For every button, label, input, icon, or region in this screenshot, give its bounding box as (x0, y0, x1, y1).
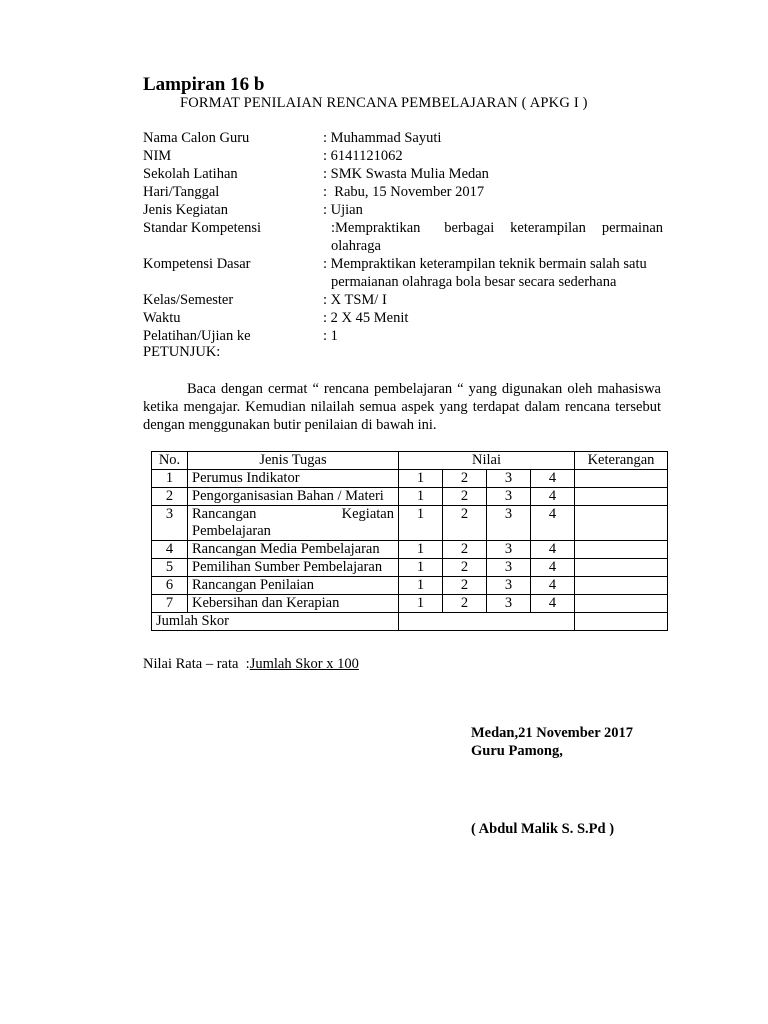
row-no: 2 (152, 488, 188, 506)
score-cell: 1 (399, 541, 443, 559)
info-row-hari (143, 183, 663, 201)
average-formula (143, 656, 359, 673)
row-no: 4 (152, 541, 188, 559)
info-row-nama (143, 129, 663, 147)
score-cell: 4 (531, 506, 575, 541)
score-cell: 1 (399, 559, 443, 577)
table-total-row (152, 613, 668, 631)
info-value: : SMK Swasta Mulia Medan (323, 166, 489, 182)
table-row (152, 506, 668, 541)
score-cell: 4 (531, 595, 575, 613)
formula-label: Nilai Rata – rata : (143, 656, 250, 672)
score-cell: 2 (443, 541, 487, 559)
info-label: Jenis Kegiatan (143, 202, 228, 218)
info-label: Sekolah Latihan (143, 166, 238, 182)
score-cell: 2 (443, 559, 487, 577)
signature-place-date: Medan,21 November 2017 (471, 725, 634, 741)
score-cell: 4 (531, 541, 575, 559)
header-nilai: Nilai (399, 452, 575, 470)
info-label: Waktu (143, 310, 181, 326)
keterangan-cell (575, 595, 668, 613)
keterangan-cell (575, 470, 668, 488)
row-task-line: Pembelajaran (192, 523, 271, 539)
score-cell: 1 (399, 470, 443, 488)
info-value: : Muhammad Sayuti (323, 130, 442, 146)
header-task: Jenis Tugas (188, 452, 399, 470)
info-value-block (323, 219, 663, 255)
row-no: 5 (152, 559, 188, 577)
info-label: Kelas/Semester (143, 292, 234, 308)
instructions-heading: PETUNJUK: (143, 344, 221, 360)
total-label: Jumlah Skor (152, 613, 399, 631)
keterangan-cell (575, 488, 668, 506)
header-no: No. (152, 452, 188, 470)
total-keterangan-cell (575, 613, 668, 631)
info-value: : X TSM/ I (323, 292, 387, 308)
formula-expression: Jumlah Skor x 100 (249, 656, 359, 672)
score-cell: 3 (487, 595, 531, 613)
info-row-kompetensi (143, 255, 663, 291)
row-task: Rancangan Penilaian (188, 577, 399, 595)
info-value-cont: olahraga (331, 238, 381, 254)
info-label: Nama Calon Guru (143, 130, 250, 146)
signature-name: ( Abdul Malik S. S.Pd ) (471, 821, 615, 837)
score-cell: 2 (443, 506, 487, 541)
info-value: : Ujian (323, 202, 363, 218)
score-cell: 3 (487, 506, 531, 541)
table-row (152, 470, 668, 488)
instructions-text: Baca dengan cermat “ rencana pembelajaran “ yang digunakan oleh mahasiswa ketika mengajar. Kemudian nilailah semua aspek yang terdapat dalam rencana tersebut dengan menggunakan butir penilaian di bawah ini. (143, 381, 661, 433)
page-title: Lampiran 16 b (143, 74, 265, 95)
keterangan-cell (575, 506, 668, 541)
candidate-info (143, 129, 663, 345)
info-value: : Rabu, 15 November 2017 (323, 184, 485, 200)
row-task-line: Rancangan Kegiatan (192, 506, 394, 522)
info-value: : Mempraktikan keterampilan teknik bermain salah satu (323, 256, 647, 272)
score-cell: 3 (487, 470, 531, 488)
assessment-table (151, 451, 668, 631)
score-cell: 1 (399, 506, 443, 541)
total-score-cell (399, 613, 575, 631)
table-row (152, 541, 668, 559)
score-cell: 3 (487, 577, 531, 595)
info-row-standar (143, 219, 663, 255)
score-cell: 1 (399, 595, 443, 613)
info-label: NIM (143, 148, 172, 164)
info-value: : 6141121062 (323, 148, 403, 164)
keterangan-cell (575, 577, 668, 595)
info-row-kelas (143, 291, 663, 309)
instructions-paragraph (143, 380, 661, 434)
score-cell: 3 (487, 559, 531, 577)
score-cell: 2 (443, 470, 487, 488)
row-no: 7 (152, 595, 188, 613)
table-row (152, 577, 668, 595)
info-label: Pelatihan/Ujian ke (143, 328, 251, 344)
score-cell: 1 (399, 488, 443, 506)
row-no: 1 (152, 470, 188, 488)
keterangan-cell (575, 559, 668, 577)
info-value: : 1 (323, 328, 338, 344)
keterangan-cell (575, 541, 668, 559)
info-row-pelatihan (143, 327, 663, 345)
row-task: Rancangan Media Pembelajaran (188, 541, 399, 559)
score-cell: 1 (399, 577, 443, 595)
row-no: 6 (152, 577, 188, 595)
info-value: :Mempraktikan berbagai keterampilan permainan (323, 220, 664, 236)
row-task: Kebersihan dan Kerapian (188, 595, 399, 613)
score-cell: 2 (443, 488, 487, 506)
score-cell: 4 (531, 488, 575, 506)
score-cell: 2 (443, 595, 487, 613)
info-value-block (323, 255, 663, 291)
table-row (152, 559, 668, 577)
score-cell: 3 (487, 488, 531, 506)
row-task: Perumus Indikator (188, 470, 399, 488)
info-row-jenis-kegiatan (143, 201, 663, 219)
info-value: : 2 X 45 Menit (323, 310, 409, 326)
info-row-nim (143, 147, 663, 165)
score-cell: 4 (531, 577, 575, 595)
info-label: Standar Kompetensi (143, 220, 261, 236)
form-subtitle: FORMAT PENILAIAN RENCANA PEMBELAJARAN ( APKG I ) (180, 95, 588, 111)
table-row (152, 488, 668, 506)
row-task (188, 506, 399, 541)
header-keterangan: Keterangan (575, 452, 668, 470)
score-cell: 3 (487, 541, 531, 559)
info-row-sekolah (143, 165, 663, 183)
table-row (152, 595, 668, 613)
score-cell: 4 (531, 470, 575, 488)
score-cell: 4 (531, 559, 575, 577)
row-task: Pengorganisasian Bahan / Materi (188, 488, 399, 506)
signature-role: Guru Pamong, (471, 743, 563, 759)
score-cell: 2 (443, 577, 487, 595)
info-row-waktu (143, 309, 663, 327)
row-no: 3 (152, 506, 188, 541)
table-header-row (152, 452, 668, 470)
row-task: Pemilihan Sumber Pembelajaran (188, 559, 399, 577)
info-value-cont: permaianan olahraga bola besar secara sederhana (331, 274, 617, 290)
info-label: Kompetensi Dasar (143, 256, 251, 272)
info-label: Hari/Tanggal (143, 184, 220, 200)
